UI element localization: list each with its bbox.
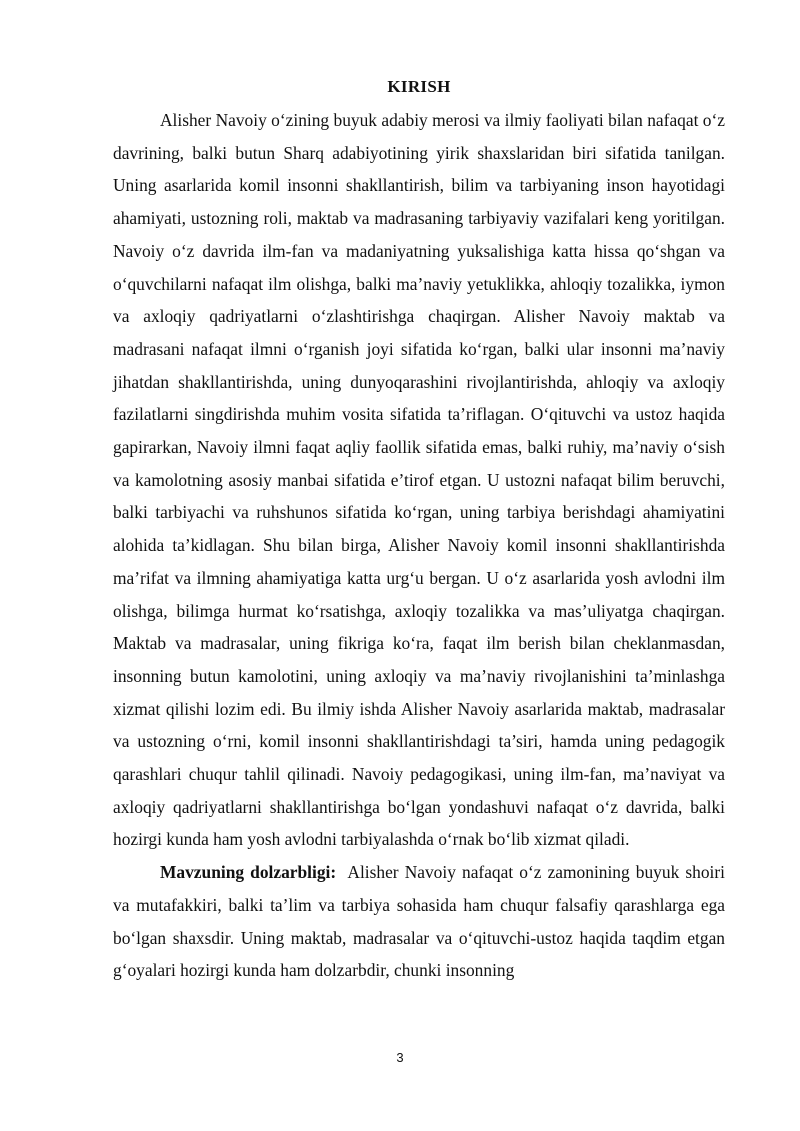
section-title: KIRISH — [387, 77, 451, 96]
relevance-heading: Mavzuning dolzarbligi: — [160, 862, 337, 883]
intro-paragraph: Alisher Navoiy o‘zining buyuk adabiy merosi va ilmiy faoliyati bilan nafaqat o‘z davrining, balki butun Sharq adabiyotining yirik shaxslaridan biri sifatida tanilgan. Uning asarlarida komil insonni shakllantirish, bilim va tarbiyaning inson hayotidagi ahamiyati, ustozning roli, maktab va madrasaning tarbiyaviy vazifalari keng yoritilgan. Navoiy o‘z davrida ilm-fan va madaniyatning yuksalishiga katta hissa qo‘shgan va o‘quvchilarni nafaqat ilm olishga, balki ma’naviy yetuklikka, ahloqiy tozalikka, iymon va axloqiy qadriyatlarni o‘zlashtirishga chaqirgan. Alisher Navoiy maktab va madrasani nafaqat ilmni o‘rganish joyi sifatida ko‘rgan, balki ular insonni ma’naviy jihatdan shakllantirishda, uning dunyoqarashini rivojlantirishda, ahloqiy va axloqiy fazilatlarni singdirishda muhim vosita sifatida ta’riflagan. O‘qituvchi va ustoz haqida gapirarkan, Navoiy ilmni faqat aqliy faollik sifatida emas, balki ruhiy, ma’naviy o‘sish va kamolotning asosiy manbai sifatida e’tirof etgan. U ustozni nafaqat bilim beruvchi, balki tarbiyachi va ruhshunos sifatida ko‘rgan, uning tarbiya berishdagi ahamiyatini alohida ta’kidlagan. Shu bilan birga, Alisher Navoiy komil insonni shakllantirishda ma’rifat va ilmning ahamiyatiga katta urg‘u bergan. U o‘z asarlarida yosh avlodni ilm olishga, bilimga hurmat ko‘rsatishga, axloqiy tozalikka va mas’uliyatga chaqirgan. Maktab va madrasalar, uning fikriga ko‘ra, faqat ilm berish bilan cheklanmasdan, insonning butun kamolotini, uning axloqiy va ma’naviy rivojlanishini ta’minlashga xizmat qilishi lozim edi. Bu ilmiy ishda Alisher Navoiy asarlarida maktab, madrasalar va ustozning o‘rni, komil insonni shakllantirishdagi ta’siri, hamda uning pedagogik qarashlari chuqur tahlil qilinadi. Navoiy pedagogikasi, uning ilm-fan, ma’naviyat va axloqiy qadriyatlarni shakllantirishga bo‘lgan yondashuvi nafaqat o‘z davrida, balki hozirgi kunda ham yosh avlodni tarbiyalashda o‘rnak bo‘lib xizmat qiladi. — [113, 110, 725, 850]
page-number: 3 — [396, 1050, 404, 1065]
document-page — [113, 70, 725, 987]
relevance-text: Alisher Navoiy nafaqat o‘z zamonining buyuk shoiri va mutafakkiri, balki ta’lim va tarbiya sohasida ham chuqur falsafiy qarashlarga ega bo‘lgan shaxsdir. Uning maktab, madrasalar va o‘qituvchi-ustoz haqida taqdim etgan g‘oyalari hozirgi kunda ham dolzarbdir, chunki insonning — [113, 862, 725, 981]
relevance-paragraph — [113, 856, 725, 987]
